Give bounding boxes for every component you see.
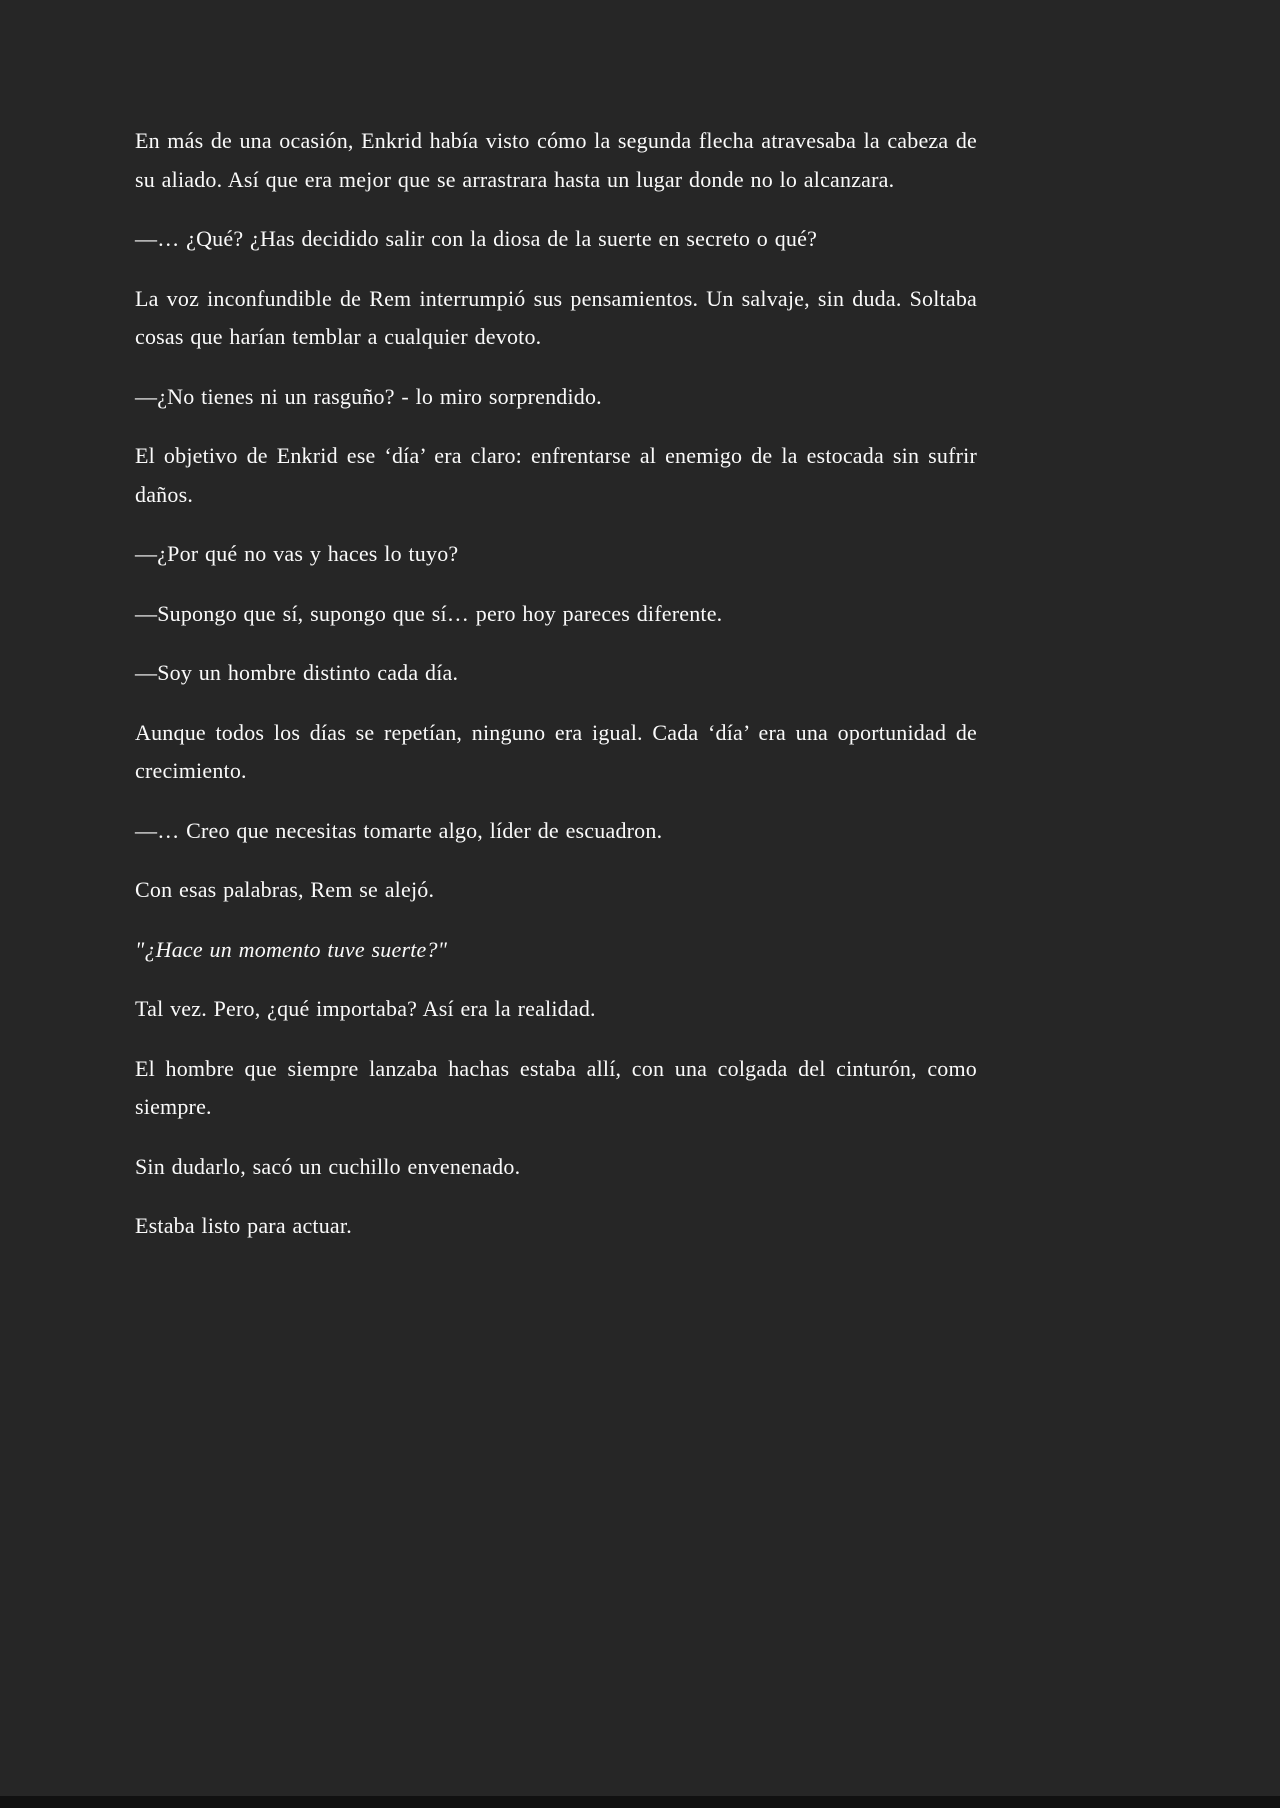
paragraph: Tal vez. Pero, ¿qué importaba? Así era la realidad. xyxy=(135,996,596,1021)
paragraph: "¿Hace un momento tuve suerte?" xyxy=(135,936,448,962)
paragraph: —Soy un hombre distinto cada día. xyxy=(135,660,459,685)
text-content xyxy=(135,0,977,1246)
bottom-bar xyxy=(0,1796,1280,1808)
paragraph: El objetivo de Enkrid ese ‘día’ era claro: enfrentarse al enemigo de la estocada sin sufrir daños. xyxy=(135,443,977,507)
paragraph: —… Creo que necesitas tomarte algo, líder de escuadron. xyxy=(135,817,663,843)
paragraph: Sin dudarlo, sacó un cuchillo envenenado. xyxy=(135,1153,521,1179)
paragraph: El hombre que siempre lanzaba hachas estaba allí, con una colgada del cinturón, como siempre. xyxy=(135,1055,977,1119)
paragraph: —¿No tienes ni un rasguño? - lo miro sorprendido. xyxy=(135,383,602,409)
paragraph: —Supongo que sí, supongo que sí… pero hoy pareces diferente. xyxy=(135,600,723,626)
paragraph: La voz inconfundible de Rem interrumpió sus pensamientos. Un salvaje, sin duda. Soltaba cosas que harían temblar a cualquier devoto. xyxy=(135,285,977,349)
paragraph: —¿Por qué no vas y haces lo tuyo? xyxy=(135,541,459,566)
paragraph: —… ¿Qué? ¿Has decidido salir con la diosa de la suerte en secreto o qué? xyxy=(135,226,818,251)
paragraph: En más de una ocasión, Enkrid había visto cómo la segunda flecha atravesaba la cabeza de su aliado. Así que era mejor que se arrastrara hasta un lugar donde no lo alcanzara. xyxy=(135,128,977,192)
paragraph: Estaba listo para actuar. xyxy=(135,1213,352,1238)
paragraph: Con esas palabras, Rem se alejó. xyxy=(135,877,435,902)
paragraph: Aunque todos los días se repetían, ninguno era igual. Cada ‘día’ era una oportunidad de crecimiento. xyxy=(135,719,977,783)
